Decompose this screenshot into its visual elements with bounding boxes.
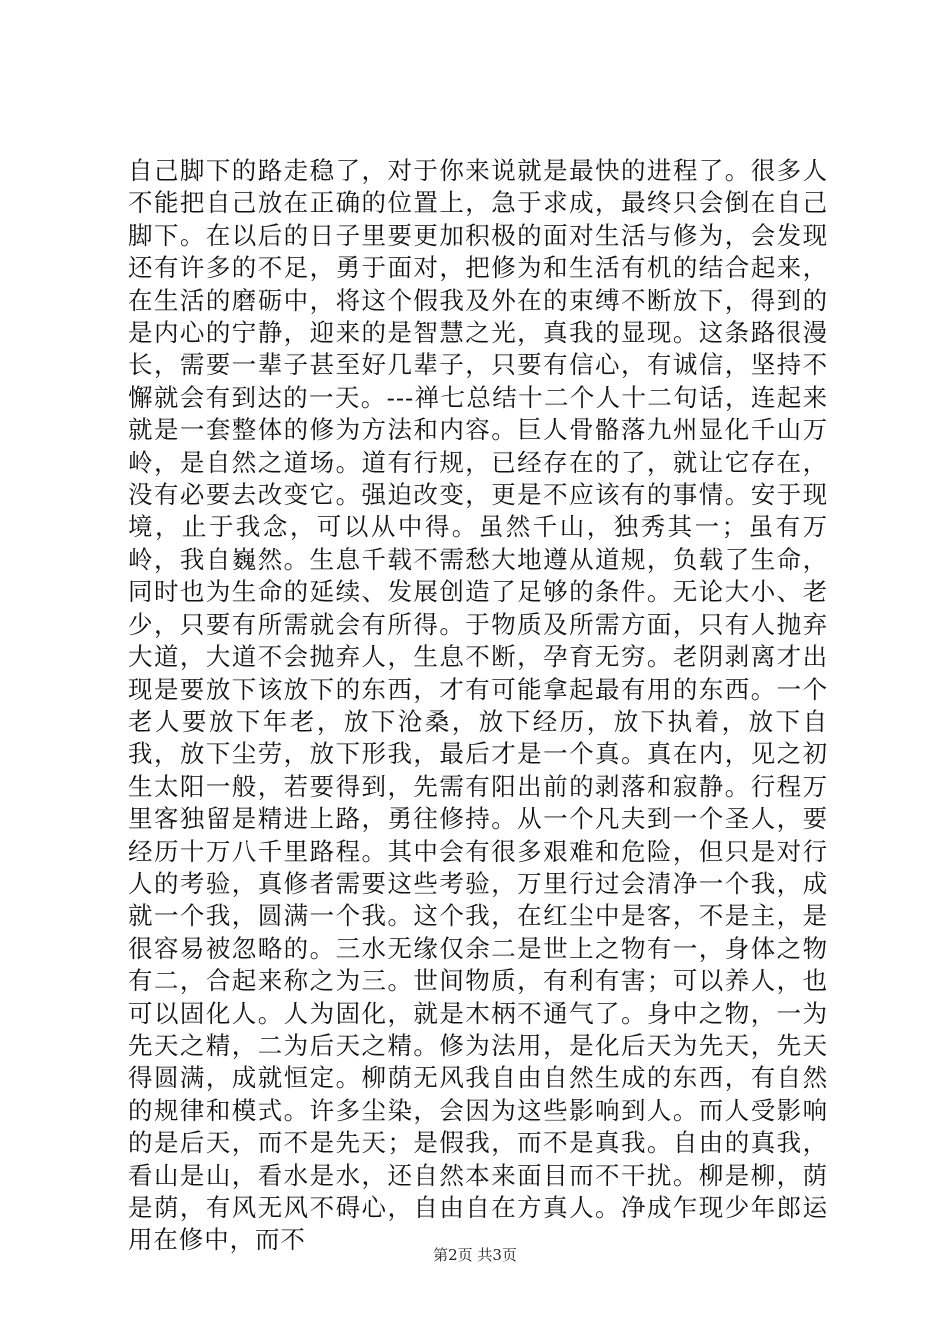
page-footer: 第2页 共3页 xyxy=(433,1246,517,1264)
body-paragraph: 自己脚下的路走稳了，对于你来说就是最快的进程了。很多人不能把自己放在正确的位置上，急于求成，最终只会倒在自己脚下。在以后的日子里要更加积极的面对生活与修为，会发现还有许多的不足，勇于面对，把修为和生活有机的结合起来，在生活的磨砺中，将这个假我及外在的束缚不断放下，得到的是内心的宁静，迎来的是智慧之光，真我的显现。这条路很漫长，需要一辈子甚至好几辈子，只要有信心，有诚信，坚持不懈就会有到达的一天。---禅七总结十二个人十二句话，连起来就是一套整体的修为方法和内容。巨人骨骼落九州显化千山万岭，是自然之道场。道有行规，已经存在的了，就让它存在，没有必要去改变它。强迫改变，更是不应该有的事情。安于现境，止于我念，可以从中得。虽然千山，独秀其一；虽有万岭，我自巍然。生息千载不需愁大地遵从道规，负载了生命，同时也为生命的延续、发展创造了足够的条件。无论大小、老少，只要有所需就会有所得。于物质及所需方面，只有人抛弃大道，大道不会抛弃人，生息不断，孕育无穷。老阴剥离才出现是要放下该放下的东西，才有可能拿起最有用的东西。一个老人要放下年老，放下沧桑，放下经历，放下执着，放下自我，放下尘劳，放下形我，最后才是一个真。真在内，见之初生太阳一般，若要得到，先需有阳出前的剥落和寂静。行程万里客独留是精进上路，勇往修持。从一个凡夫到一个圣人，要经历十万八千里路程。其中会有很多艰难和危险，但只是对行人的考验，真修者需要这些考验，万里行过会清净一个我，成就一个我，圆满一个我。这个我，在红尘中是客，不是主，是很容易被忽略的。三水无缘仅余二是世上之物有一，身体之物有二，合起来称之为三。世间物质，有利有害；可以养人，也可以固化人。人为固化，就是木柄不通气了。身中之物，一为先天之精，二为后天之精。修为法用，是化后天为先天，先天得圆满，成就恒定。柳荫无风我自由自然生成的东西，有自然的规律和模式。许多尘染，会因为这些影响到人。而人受影响的是后天，而不是先天；是假我，而不是真我。自由的真我，看山是山，看水是水，还自然本来面目而不干扰。柳是柳，荫是荫，有风无风不碍心，自由自在方真人。净成乍现少年郎运用在修中，而不 xyxy=(128,156,828,1255)
